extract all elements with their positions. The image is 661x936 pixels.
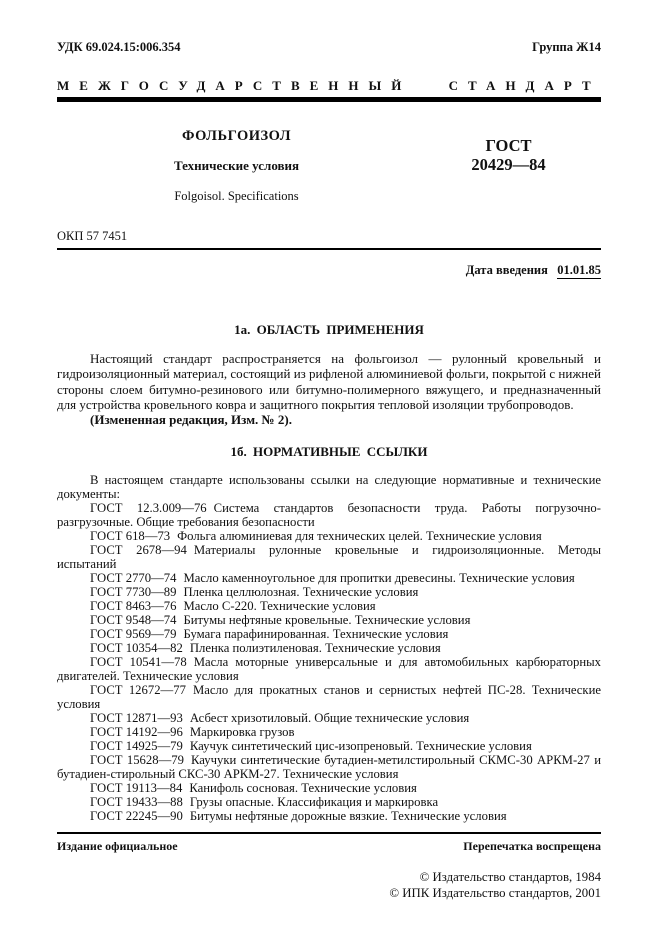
reference-gost-number: ГОСТ 19113—84: [90, 781, 183, 796]
udc-code: УДК 69.024.15:006.354: [57, 40, 181, 54]
reference-gost-number: ГОСТ 10354—82: [90, 641, 183, 656]
reference-item: [57, 753, 601, 781]
reference-title: Масло каменноугольное для пропитки древесины. Технические условия: [183, 571, 575, 586]
reference-item: [57, 613, 601, 627]
reference-title: Канифоль сосновая. Технические условия: [189, 781, 417, 796]
reference-gost-number: ГОСТ 12871—93: [90, 711, 183, 726]
classification-row: [57, 40, 601, 55]
okp-rule: [57, 248, 601, 250]
gost-label: ГОСТ: [485, 136, 532, 155]
reference-title: Масла моторные универсальные и для автомобильных карбюраторных двигателей. Технические условия: [57, 655, 601, 684]
document-title-english: Folgoisol. Specifications: [174, 189, 299, 203]
introduction-date-row: [57, 263, 601, 278]
reference-item: [57, 725, 601, 739]
document-subtitle: Технические условия: [173, 158, 300, 173]
reference-title: Битумы нефтяные кровельные. Технические условия: [183, 613, 471, 628]
reference-title: Система стандартов безопасности труда. Работы погрузочно-разгрузочные. Общие требования безопасности: [57, 501, 601, 530]
footer-rule: [57, 832, 601, 834]
reference-item: [57, 809, 601, 823]
copyright-block: [57, 870, 601, 901]
reference-title: Бумага парафинированная. Технические условия: [183, 627, 449, 642]
reference-title: Фольга алюминиевая для технических целей. Технические условия: [177, 529, 542, 544]
reference-item: [57, 795, 601, 809]
scope-section-heading: 1а. ОБЛАСТЬ ПРИМЕНЕНИЯ: [234, 322, 424, 337]
reference-gost-number: ГОСТ 12.3.009—76: [90, 501, 207, 516]
reference-item: [57, 641, 601, 655]
reference-title: Каучук синтетический цис-изопреновый. Технические условия: [189, 739, 532, 754]
reference-item: [57, 585, 601, 599]
reference-item: [57, 711, 601, 725]
reference-title: Материалы рулонные кровельные и гидроизоляционные. Методы испытаний: [57, 543, 601, 572]
reference-gost-number: ГОСТ 7730—89: [90, 585, 177, 600]
reference-title: Масло для прокатных станов и сернистых нефтей ПС-28. Технические условия: [57, 683, 601, 712]
gost-designation: [471, 136, 545, 204]
reference-item: [57, 655, 601, 683]
reference-title: Пленка целлюлозная. Технические условия: [183, 585, 419, 600]
document-title: ФОЛЬГОИЗОЛ: [182, 128, 292, 144]
reference-item: [57, 501, 601, 529]
reference-gost-number: ГОСТ 22245—90: [90, 809, 183, 824]
reference-gost-number: ГОСТ 19433—88: [90, 795, 183, 810]
reference-gost-number: ГОСТ 14925—79: [90, 739, 183, 754]
scope-paragraph: Настоящий стандарт распространяется на фольгоизол — рулонный кровельный и гидроизоляционный материал, состоящий из рифленой алюминиевой фольги, покрытой с нижней стороны слоем битумно-резинового или битумно-полимерного вяжущего, и предназначенный для устройства кровельного ковра и защитного покрытия тепловой изоляции трубопроводов.: [57, 351, 601, 412]
reference-item: [57, 529, 601, 543]
references-intro: В настоящем стандарте использованы ссылки на следующие нормативные и технические документы:: [57, 473, 601, 502]
footer-row: [57, 839, 601, 854]
copyright-line-1984: © Издательство стандартов, 1984: [419, 870, 601, 885]
reference-title: Асбест хризотиловый. Общие технические условия: [189, 711, 470, 726]
reference-gost-number: ГОСТ 9548—74: [90, 613, 177, 628]
reference-title: Пленка полиэтиленовая. Технические условия: [189, 641, 441, 656]
references-list: [57, 501, 601, 823]
reference-item: [57, 571, 601, 585]
okp-code: ОКП 57 7451: [57, 229, 128, 243]
standard-type-banner: МЕЖГОСУДАРСТВЕННЫЙ СТАНДАРТ: [57, 78, 601, 93]
reference-gost-number: ГОСТ 12672—77: [90, 683, 186, 698]
title-section: [57, 128, 601, 204]
reference-gost-number: ГОСТ 8463—76: [90, 599, 177, 614]
gost-number: 20429—84: [471, 155, 546, 174]
group-code: Группа Ж14: [532, 40, 601, 54]
amendment-note: (Измененная редакция, Изм. № 2).: [90, 412, 292, 428]
reference-gost-number: ГОСТ 14192—96: [90, 725, 183, 740]
reference-gost-number: ГОСТ 2678—94: [90, 543, 187, 558]
reference-gost-number: ГОСТ 2770—74: [90, 571, 177, 586]
header-rule: [57, 97, 601, 102]
reference-item: [57, 543, 601, 571]
references-block: [57, 473, 601, 823]
reference-item: [57, 627, 601, 641]
reference-item: [57, 683, 601, 711]
reprint-notice: Перепечатка воспрещена: [463, 839, 601, 854]
reference-item: [57, 739, 601, 753]
date-value: 01.01.85: [557, 263, 601, 277]
reference-title: Битумы нефтяные дорожные вязкие. Технические условия: [189, 809, 507, 824]
reference-title: Масло С-220. Технические условия: [183, 599, 376, 614]
reference-item: [57, 781, 601, 795]
copyright-line-2001: © ИПК Издательство стандартов, 2001: [389, 885, 601, 900]
official-edition-label: Издание официальное: [57, 839, 178, 854]
references-section-heading: 1б. НОРМАТИВНЫЕ ССЫЛКИ: [230, 444, 428, 460]
reference-gost-number: ГОСТ 9569—79: [90, 627, 177, 642]
reference-title: Грузы опасные. Классификация и маркировка: [189, 795, 439, 810]
reference-gost-number: ГОСТ 618—73: [90, 529, 171, 544]
reference-gost-number: ГОСТ 10541—78: [90, 655, 187, 670]
reference-title: Каучуки синтетические бутадиен-метилстирольный СКМС-30 АРКМ-27 и бутадиен-стирольный СКС-30 АРКМ-27. Технические условия: [57, 753, 601, 782]
reference-item: [57, 599, 601, 613]
title-left-column: [57, 128, 416, 204]
date-label: Дата введения: [465, 263, 548, 277]
title-right-column: [416, 128, 601, 204]
reference-title: Маркировка грузов: [189, 725, 295, 740]
reference-gost-number: ГОСТ 15628—79: [90, 753, 184, 768]
